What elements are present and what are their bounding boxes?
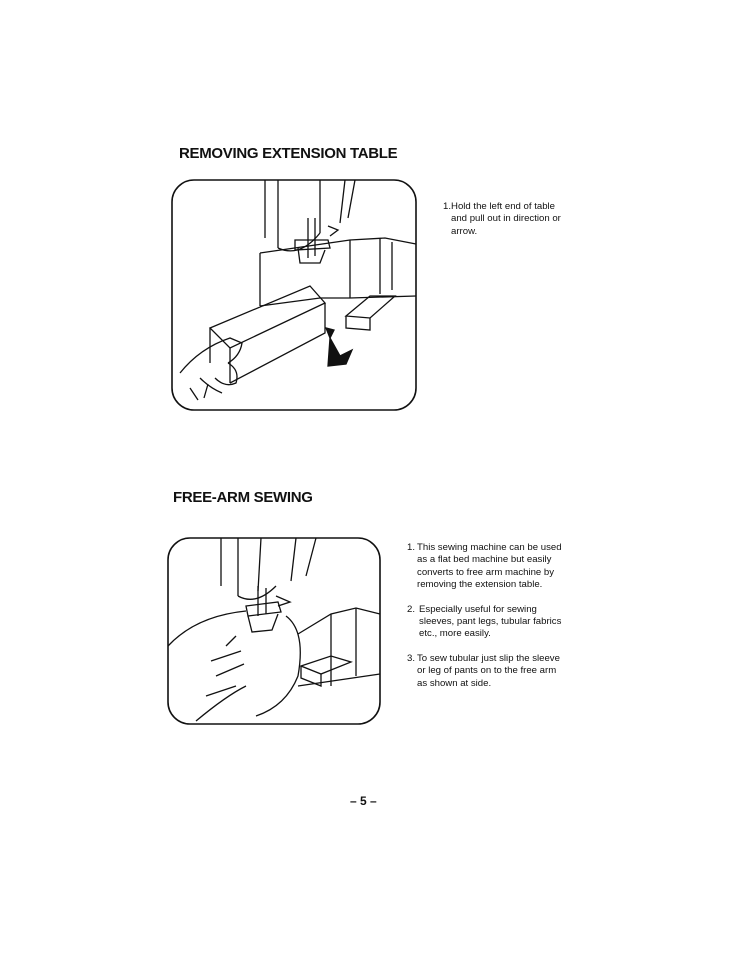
instruction-step: [407, 604, 587, 641]
step-text: To sew tubular just slip the sleeve or leg of pants on to the free arm as shown at side.: [417, 652, 560, 689]
step-number: 1.: [407, 542, 416, 553]
instructions-free-arm-sewing: [407, 542, 587, 690]
section-title-removing-extension-table: REMOVING EXTENSION TABLE: [179, 145, 398, 162]
step-text: Especially useful for sewing sleeves, pant legs, tubular fabrics etc., more easily.: [419, 603, 562, 640]
step-number: 1.: [443, 201, 452, 212]
section-title-free-arm-sewing: FREE-ARM SEWING: [173, 489, 313, 506]
illustration-free-arm-sewing: [166, 536, 382, 726]
page-number: – 5 –: [350, 794, 377, 808]
step-text: Hold the left end of table and pull out in direction or arrow.: [451, 201, 561, 237]
instruction-step: [407, 653, 587, 690]
step-number: 2.: [407, 603, 416, 615]
step-number: 3.: [407, 652, 416, 664]
step-text: This sewing machine can be used as a flat bed machine but easily converts to free arm machine by removing the extension table.: [417, 542, 562, 591]
illustration-removing-extension-table: [170, 178, 418, 412]
instruction-step: [407, 542, 587, 592]
instructions-removing-extension-table: [443, 201, 603, 238]
instruction-step: [443, 201, 603, 238]
